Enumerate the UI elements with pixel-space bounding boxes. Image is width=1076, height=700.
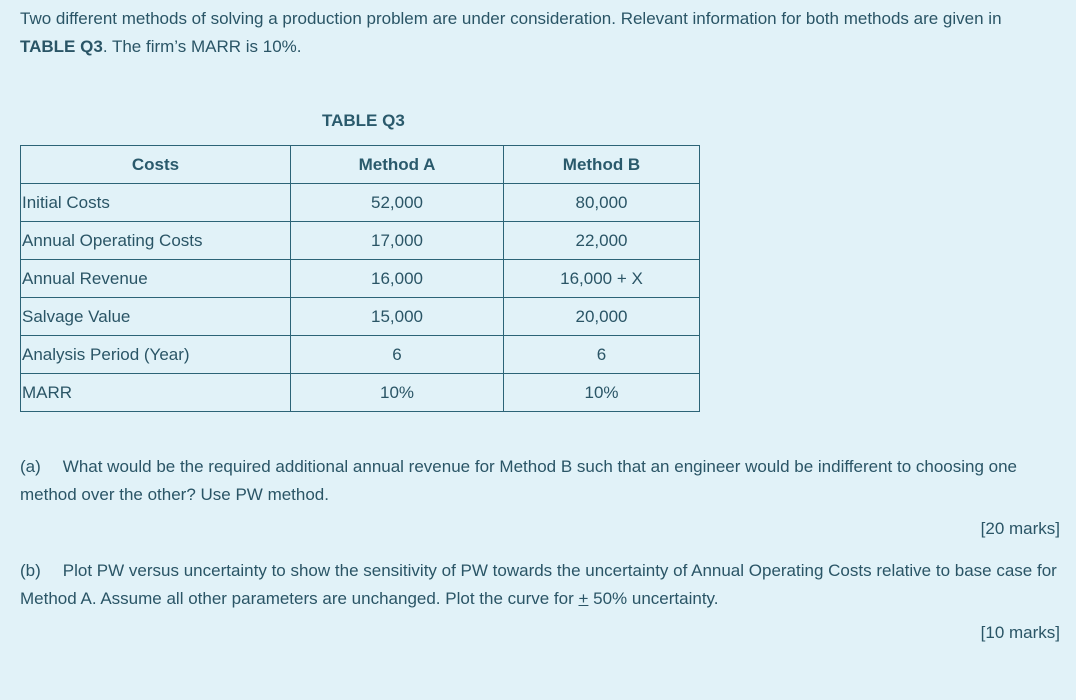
method-a-value: 6 [291, 336, 504, 374]
question-a [20, 453, 1060, 509]
method-b-value: 10% [504, 374, 700, 412]
question-b [20, 557, 1060, 613]
row-label: Annual Revenue [21, 260, 291, 298]
header-method-a: Method A [291, 146, 504, 184]
question-b-text-end: 50% uncertainty. [588, 589, 719, 608]
intro-text: Two different methods of solving a production problem are under consideration. Relevant information for both methods are given in [20, 9, 1002, 28]
question-b-marks: [10 marks] [980, 623, 1060, 642]
question-a-marks: [20 marks] [980, 519, 1060, 538]
method-b-value: 22,000 [504, 222, 700, 260]
row-label: MARR [21, 374, 291, 412]
method-b-value: 16,000 + X [504, 260, 700, 298]
method-a-value: 10% [291, 374, 504, 412]
table-row [21, 336, 700, 374]
header-method-b: Method B [504, 146, 700, 184]
question-a-label: (a) [20, 457, 41, 476]
question-b-label: (b) [20, 561, 41, 580]
table-caption: TABLE Q3 [322, 111, 405, 130]
table-reference: TABLE Q3 [20, 37, 103, 56]
method-a-value: 15,000 [291, 298, 504, 336]
question-b-text: Plot PW versus uncertainty to show the sensitivity of PW towards the uncertainty of Annual Operating Costs relative to base case for Method A. Assume all other parameters are unchanged. Plot the curve for [20, 561, 1057, 608]
method-a-value: 52,000 [291, 184, 504, 222]
row-label: Analysis Period (Year) [21, 336, 291, 374]
method-a-value: 17,000 [291, 222, 504, 260]
method-a-value: 16,000 [291, 260, 504, 298]
method-b-value: 80,000 [504, 184, 700, 222]
row-label: Annual Operating Costs [21, 222, 291, 260]
table-row [21, 222, 700, 260]
plus-minus-sign: + [578, 589, 589, 608]
question-a-text: What would be the required additional annual revenue for Method B such that an engineer would be indifferent to choosing one method over the other? Use PW method. [20, 457, 1018, 504]
method-b-value: 6 [504, 336, 700, 374]
row-label: Initial Costs [21, 184, 291, 222]
costs-table [20, 145, 700, 412]
table-row [21, 298, 700, 336]
intro-text-end: . The firm’s MARR is 10%. [102, 37, 302, 56]
header-costs: Costs [21, 146, 291, 184]
table-row [21, 184, 700, 222]
table-row [21, 374, 700, 412]
table-row [21, 260, 700, 298]
method-b-value: 20,000 [504, 298, 700, 336]
row-label: Salvage Value [21, 298, 291, 336]
intro-paragraph [20, 5, 1060, 61]
